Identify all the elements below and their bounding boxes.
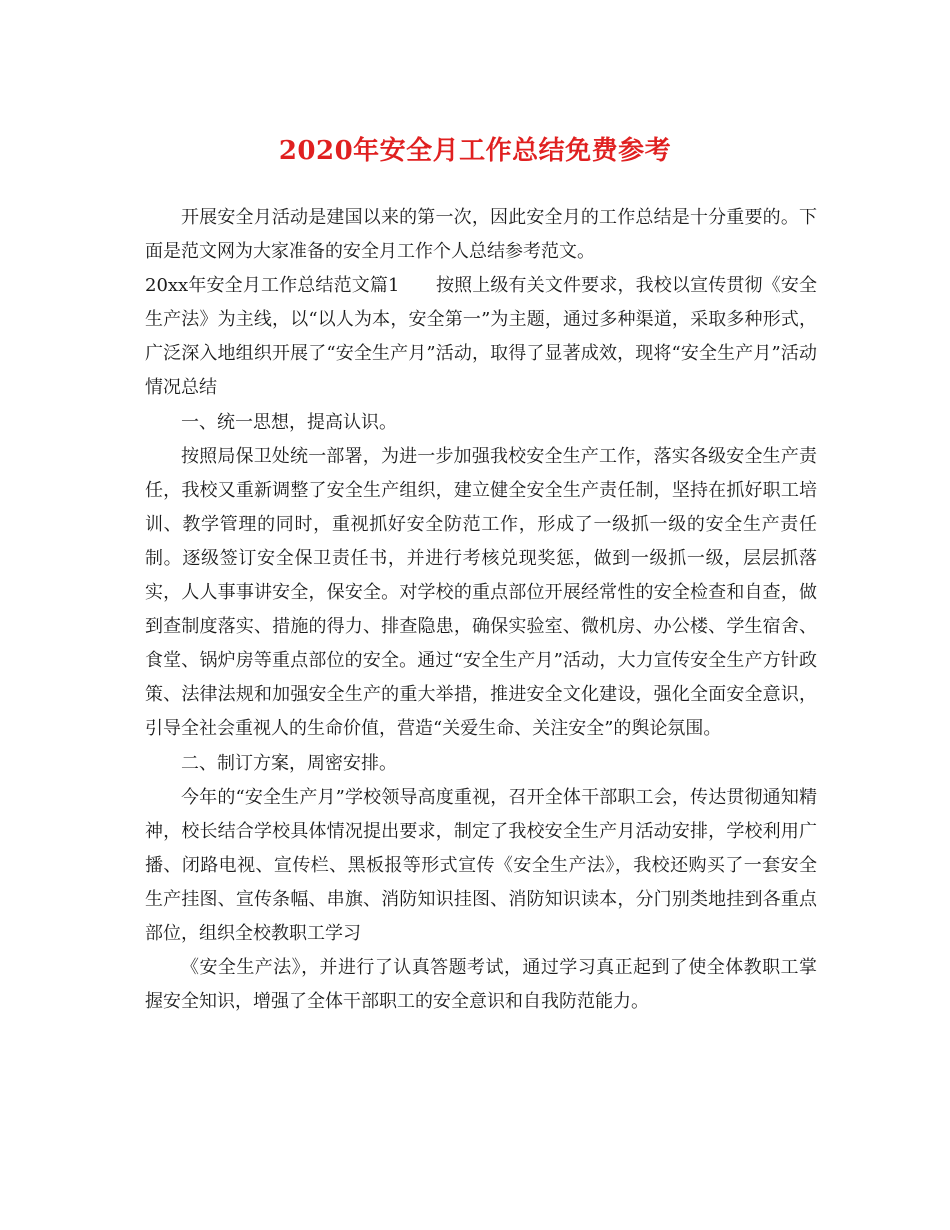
paragraph-intro: 开展安全月活动是建国以来的第一次，因此安全月的工作总结是十分重要的。下面是范文网为大家准备的安全月工作个人总结参考范文。 <box>145 207 817 263</box>
paragraph-lead: 20xx年安全月工作总结范文篇1 按照上级有关文件要求，我校以宣传贯彻《安全生产法》为主线，以“以人为本，安全第一”为主题，通过多种渠道，采取多种形式，广泛深入地组织开展了“安全生产月”活动，取得了显著成效，现将“安全生产月”活动情况总结 <box>145 275 817 399</box>
paragraph-section-2-continued: 《安全生产法》，并进行了认真答题考试，通过学习真正起到了使全体教职工掌握安全知识，增强了全体干部职工的安全意识和自我防范能力。 <box>145 957 817 1013</box>
section-heading-1: 一、统一思想，提高认识。 <box>181 411 397 433</box>
document-title: 2020年安全月工作总结免费参考 <box>278 136 672 166</box>
paragraph-section-2: 今年的“安全生产月”学校领导高度重视，召开全体干部职工会，传达贯彻通知精神，校长结合学校具体情况提出要求，制定了我校安全生产月活动安排，学校利用广播、闭路电视、宣传栏、黑板报等形式宣传《安全生产法》，我校还购买了一套安全生产挂图、宣传条幅、串旗、消防知识挂图、消防知识读本，分门别类地挂到各重点部位，组织全校教职工学习 <box>145 786 817 944</box>
document-body <box>145 201 817 1019</box>
section-heading-2: 二、制订方案，周密安排。 <box>181 752 397 774</box>
paragraph-section-1: 按照局保卫处统一部署，为进一步加强我校安全生产工作，落实各级安全生产责任，我校又重新调整了安全生产组织，建立健全安全生产责任制，坚持在抓好职工培训、教学管理的同时，重视抓好安全防范工作，形成了一级抓一级的安全生产责任制。逐级签订安全保卫责任书，并进行考核兑现奖惩，做到一级抓一级，层层抓落实，人人事事讲安全，保安全。对学校的重点部位开展经常性的安全检查和自查，做到查制度落实、措施的得力、排查隐患，确保实验室、微机房、办公楼、学生宿舍、食堂、锅炉房等重点部位的安全。通过“安全生产月”活动，大力宣传安全生产方针政策、法律法规和加强安全生产的重大举措，推进安全文化建设，强化全面安全意识，引导全社会重视人的生命价值，营造“关爱生命、关注安全”的舆论氛围。 <box>145 445 817 740</box>
